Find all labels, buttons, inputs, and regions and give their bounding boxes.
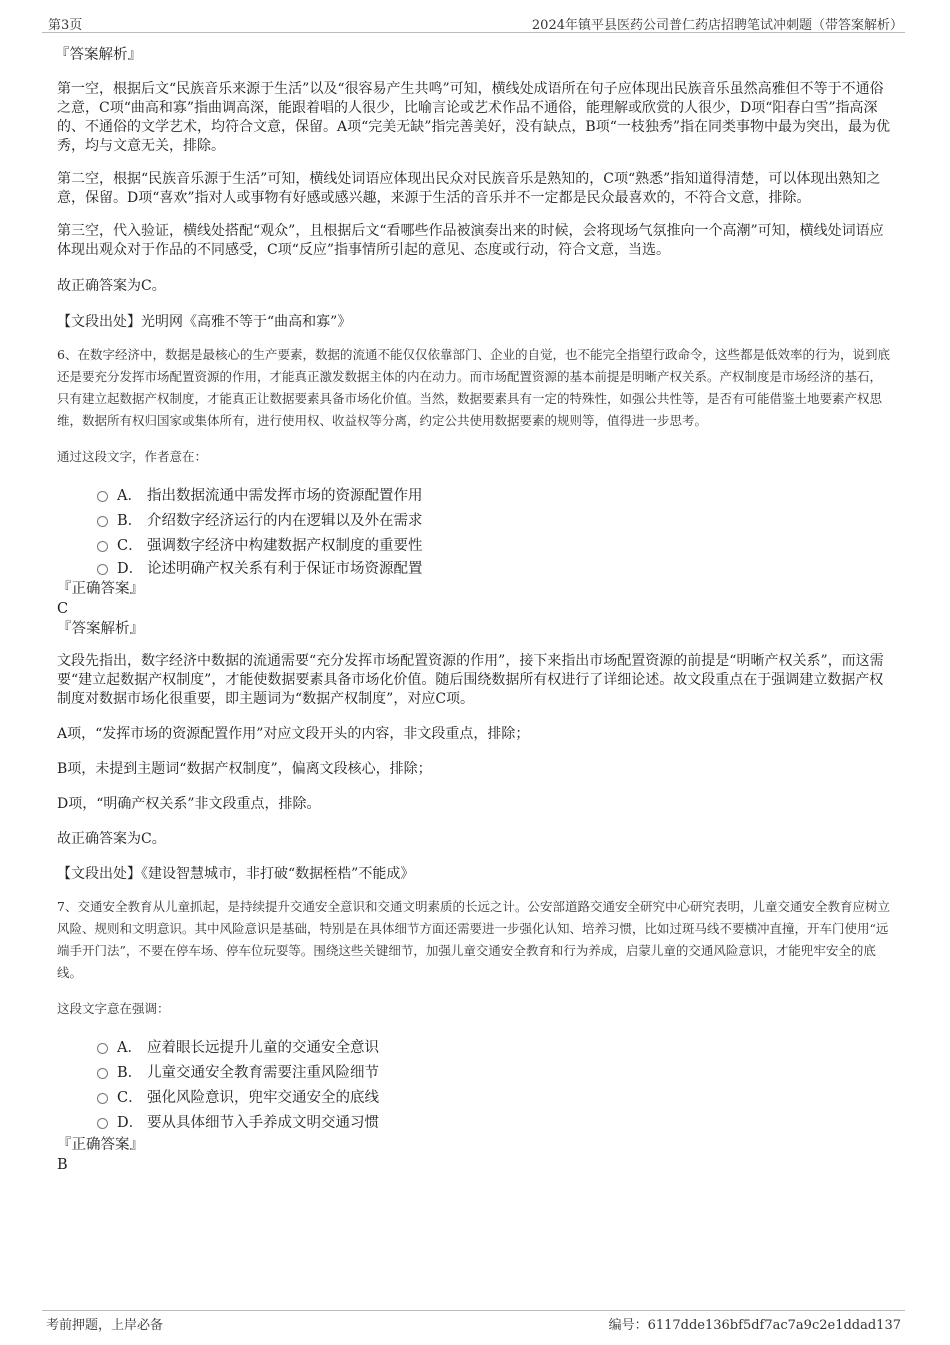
q7-question-text: 7、交通安全教育从儿童抓起，是持续提升交通安全意识和交通文明素质的长远之计。公安部道路交通安全研究中心研究表明，儿童交通安全教育应树立风险、规则和文明意识。其中风险意识是基础，特别是在具体细节方面还需要进一步强化认知、培养习惯，比如过斑马线不要横冲直撞，开车门使用“远端手开门法”，不要在停车场、停车位玩耍等。围绕这些关键细节，加强儿童交通安全教育和行为养成，启蒙儿童的交通风险意识，才能兜牢安全的底线。 [57, 899, 890, 980]
q6-question-text: 6、在数字经济中，数据是最核心的生产要素，数据的流通不能仅仅依靠部门、企业的自觉，也不能完全指望行政命令，这些都是低效率的行为，说到底还是要充分发挥市场配置资源的作用，才能真正激发数据主体的内在动力。而市场配置资源的基本前提是明晰产权关系。产权制度是市场经济的基石，只有建立起数据产权制度，才能真正让数据要素具备市场化价值。当然，数据要素具有一定的特殊性，如强公共性等，是否有可能借鉴土地要素产权思维，数据所有权归国家或集体所有，进行使用权、收益权等分离，约定公共使用数据要素的规则等，值得进一步思考。 [57, 347, 890, 428]
q7-answer-label: 『正确答案』 [57, 1137, 144, 1153]
q7-option-b[interactable]: B． 儿童交通安全教育需要注重风险细节 [97, 1059, 892, 1084]
q5-conclusion: 故正确答案为C。 [57, 278, 166, 294]
q6-option-d[interactable]: D． 论述明确产权关系有利于保证市场资源配置 [97, 557, 892, 578]
q6-options [97, 482, 892, 578]
document-id: 编号：6117dde136bf5df7ac7a9c2e1ddad137 [608, 1318, 901, 1333]
radio-icon[interactable] [97, 1068, 108, 1079]
q6-source: 【文段出处】《建设智慧城市，非打破“数据桎梏”不能成》 [57, 866, 415, 882]
radio-icon[interactable] [97, 564, 108, 575]
q7-option-a[interactable]: A． 应着眼长远提升儿童的交通安全意识 [97, 1034, 892, 1059]
q6-answer-label: 『正确答案』 [57, 581, 144, 597]
q6-option-c[interactable]: C． 强调数字经济中构建数据产权制度的重要性 [97, 532, 892, 557]
radio-icon[interactable] [97, 1118, 108, 1129]
radio-icon[interactable] [97, 541, 108, 552]
radio-icon[interactable] [97, 1093, 108, 1104]
q7-option-d[interactable]: D． 要从具体细节入手养成文明交通习惯 [97, 1109, 892, 1134]
page-number: 第3页 [48, 18, 83, 33]
q7-answer: B [57, 1157, 68, 1173]
document-title: 2024年镇平县医药公司普仁药店招聘笔试冲刺题（带答案解析） [531, 18, 903, 33]
q6-analysis-para1: 文段先指出，数字经济中数据的流通需要“充分发挥市场配置资源的作用”，接下来指出市场配置资源的前提是“明晰产权关系”，而这需要“建立起数据产权制度”，才能使数据要素具备市场化价值。随后围绕数据所有权进行了详细论述。故文段重点在于强调建立数据产权制度对数据市场化很重要，即主题词为“数据产权制度”，对应C项。 [57, 653, 884, 707]
radio-icon[interactable] [97, 491, 108, 502]
q7-options [97, 1034, 892, 1134]
q6-prompt: 通过这段文字，作者意在： [57, 449, 208, 464]
radio-icon[interactable] [97, 1043, 108, 1054]
q5-source: 【文段出处】光明网《高雅不等于“曲高和寡”》 [57, 314, 352, 330]
q5-analysis-para1: 第一空，根据后文“民族音乐来源于生活”以及“很容易产生共鸣”可知，横线处成语所在句子应体现出民族音乐虽然高雅但不等于不通俗之意，C项“曲高和寡”指曲调高深，能跟着唱的人很少，比喻言论或艺术作品不通俗，能理解或欣赏的人很少，D项“阳春白雪”指高深的、不通俗的文学艺术，均符合文意，保留。A项“完美无缺”指完善美好，没有缺点，B项“一枝独秀”指在同类事物中最为突出，最为优秀，均与文意无关，排除。 [57, 81, 891, 154]
q7-option-c[interactable]: C． 强化风险意识，兜牢交通安全的底线 [97, 1084, 892, 1109]
q6-conclusion: 故正确答案为C。 [57, 831, 166, 847]
footer-slogan: 考前押题，上岸必备 [46, 1318, 164, 1333]
q5-analysis-label: 『答案解析』 [55, 47, 142, 63]
q6-option-a[interactable]: A． 指出数据流通中需发挥市场的资源配置作用 [97, 482, 892, 507]
page-footer [42, 1310, 905, 1333]
q5-analysis-para2: 第二空，根据“民族音乐源于生活”可知，横线处词语应体现出民众对民族音乐是熟知的，C项“熟悉”指知道得清楚，可以体现出熟知之意，保留。D项“喜欢”指对人或事物有好感或感兴趣，来源于生活的音乐并不一定都是民众最喜欢的，不符合文意，排除。 [57, 171, 881, 206]
radio-icon[interactable] [97, 516, 108, 527]
q5-analysis-para3: 第三空，代入验证，横线处搭配“观众”，且根据后文“看哪些作品被演奏出来的时候，会将现场气氛推向一个高潮”可知，横线处词语应体现出观众对于作品的不同感受，C项“反应”指事情所引起的意见、态度或行动，符合文意，当选。 [57, 223, 884, 258]
q7-prompt: 这段文字意在强调： [57, 1001, 170, 1016]
q6-option-b[interactable]: B． 介绍数字经济运行的内在逻辑以及外在需求 [97, 507, 892, 532]
page-header [42, 12, 905, 33]
q6-analysis-para3: B项，未提到主题词“数据产权制度”，偏离文段核心，排除； [57, 761, 432, 777]
q6-analysis-para2: A项，“发挥市场的资源配置作用”对应文段开头的内容，非文段重点，排除； [57, 726, 530, 742]
q6-answer: C [57, 601, 69, 617]
q6-analysis-para4: D项，“明确产权关系”非文段重点，排除。 [57, 796, 321, 812]
document-body [57, 46, 892, 1174]
q6-analysis-label: 『答案解析』 [57, 621, 144, 637]
